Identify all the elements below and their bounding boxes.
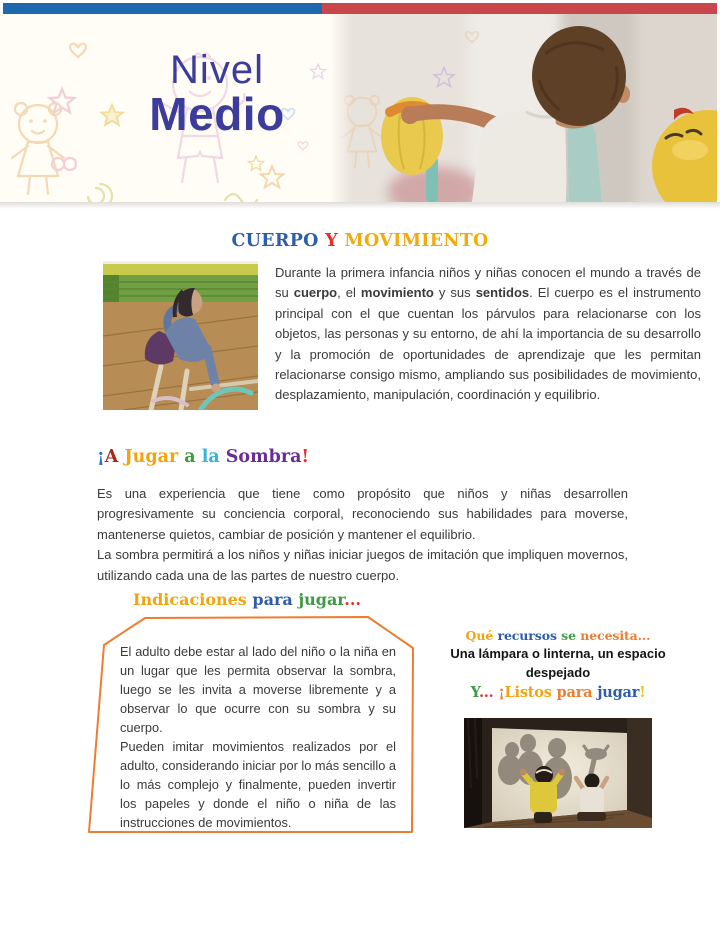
resources-text: Una lámpara o linterna, un espacio despejado bbox=[450, 646, 666, 680]
instructions-text bbox=[120, 642, 396, 832]
activity-description bbox=[97, 484, 628, 586]
activity-paragraph-1: Es una experiencia que tiene como propósito que niños y niñas desarrollen progresivamente su conciencia corporal, reconociendo sus habilidades para moverse, mantenerse quietos, cambiar de posición y mantener el equilibrio. bbox=[97, 486, 628, 542]
topbar-red-segment bbox=[322, 3, 717, 14]
instructions-bubble bbox=[88, 616, 415, 834]
instructions-heading: Indicaciones para jugar... bbox=[133, 590, 361, 609]
heart-doodle-pink bbox=[298, 142, 308, 150]
instruction-paragraph-1: El adulto debe estar al lado del niño o la niña en un lugar que les permita observar la sombra, luego se les invita a moverse libremente y a observar lo que ocurre con su sombra y su cuerpo. bbox=[120, 644, 396, 735]
wave-doodle-green bbox=[225, 194, 257, 202]
top-bar bbox=[3, 3, 717, 14]
swirl-doodle-green bbox=[88, 184, 112, 202]
header-background bbox=[0, 14, 720, 202]
level-title-nivel: Nivel bbox=[170, 48, 264, 92]
ready-to-play-heading: Y... ¡Listos para jugar! bbox=[470, 684, 646, 701]
girl-doodle bbox=[12, 103, 64, 194]
heart-doodle-orange bbox=[70, 44, 86, 57]
intro-paragraph: Durante la primera infancia niños y niñas conocen el mundo a través de su cuerpo, el movimiento y sus sentidos. El cuerpo es el instrumento principal con el que cuentan los párvulos para relacionarse con los objetos, las personas y su entorno, de ahí la importancia de su desarrollo y la promoción de oportunidades de aprendizaje que les permitan relacionarse consigo mismo, ampliando sus posibilidades de movimiento, desplazamiento, manipulación, coordinación y equilibrio. bbox=[275, 265, 701, 403]
toddler-holding-yellow-ball-photo bbox=[330, 14, 717, 202]
activity-title: ¡A Jugar a la Sombra! bbox=[97, 447, 310, 467]
star-doodle-orange bbox=[261, 166, 284, 187]
level-title-medio: Medio bbox=[149, 88, 285, 140]
section-title: CUERPO Y MOVIMIENTO bbox=[231, 231, 489, 251]
star-doodle-yellow-small bbox=[249, 156, 264, 170]
level-title bbox=[117, 48, 317, 138]
activity-paragraph-2: La sombra permitirá a los niños y niñas iniciar juegos de imitación que impliquen movernos, utilizando cada una de las partes de nuestro cuerpo. bbox=[97, 547, 628, 583]
header-shadow bbox=[0, 202, 720, 209]
children-shadow-play-photo bbox=[464, 718, 652, 828]
child-stretching-gym-photo bbox=[103, 261, 258, 410]
resources-heading: Qué recursos se necesita... bbox=[465, 628, 651, 643]
instruction-paragraph-2: Pueden imitar movimientos realizados por el adulto, considerando iniciar por lo más sencillo a lo más complejo y finalmente, pueden invertir los papeles y donde el niño o niña de las instrucciones de movimientos. bbox=[120, 739, 396, 830]
topbar-blue-segment bbox=[3, 3, 322, 14]
